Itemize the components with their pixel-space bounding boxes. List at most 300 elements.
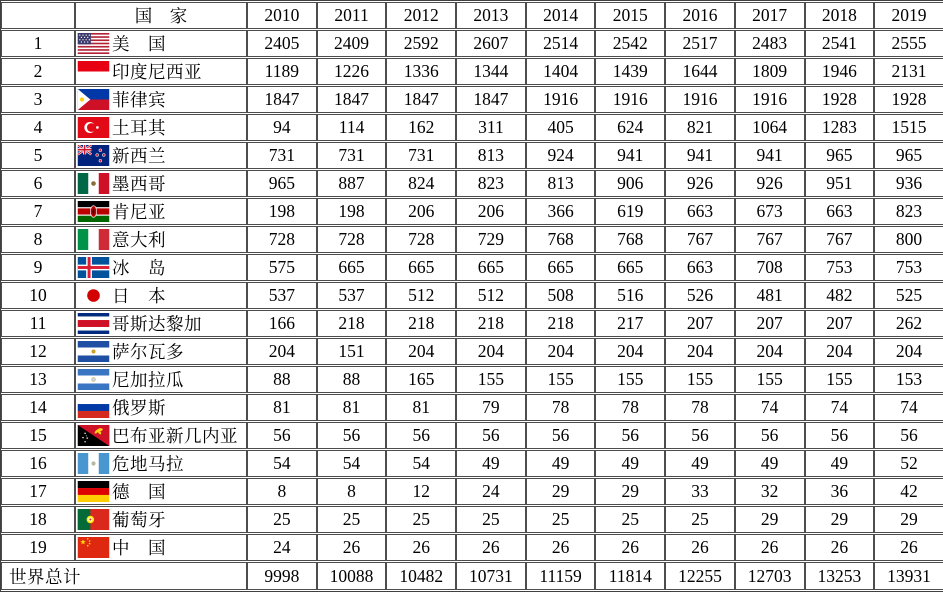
value-cell: 924 bbox=[526, 142, 596, 169]
value-cell: 663 bbox=[665, 198, 735, 225]
value-cell: 516 bbox=[595, 282, 665, 309]
value-cell: 624 bbox=[595, 114, 665, 141]
table-row bbox=[1, 142, 943, 169]
table-row bbox=[1, 534, 943, 561]
header-rank bbox=[1, 2, 75, 29]
country-name: 墨西哥 bbox=[112, 174, 166, 194]
value-cell: 1847 bbox=[317, 86, 387, 113]
country-name: 德 国 bbox=[112, 482, 166, 502]
table-row bbox=[1, 394, 943, 421]
rank-cell: 15 bbox=[1, 422, 75, 449]
value-cell: 24 bbox=[247, 534, 317, 561]
value-cell: 800 bbox=[874, 226, 943, 253]
rank-cell: 3 bbox=[1, 86, 75, 113]
country-name: 葡萄牙 bbox=[112, 510, 166, 530]
value-cell: 165 bbox=[386, 366, 456, 393]
rank-cell: 18 bbox=[1, 506, 75, 533]
value-cell: 1847 bbox=[386, 86, 456, 113]
value-cell: 1064 bbox=[735, 114, 805, 141]
value-cell: 29 bbox=[526, 478, 596, 505]
total-value-cell: 10088 bbox=[317, 562, 387, 590]
value-cell: 1916 bbox=[735, 86, 805, 113]
value-cell: 155 bbox=[665, 366, 735, 393]
value-cell: 2131 bbox=[874, 58, 943, 85]
value-cell: 25 bbox=[526, 506, 596, 533]
header-year-2016: 2016 bbox=[665, 2, 735, 29]
value-cell: 198 bbox=[247, 198, 317, 225]
value-cell: 29 bbox=[735, 506, 805, 533]
value-cell: 508 bbox=[526, 282, 596, 309]
value-cell: 728 bbox=[386, 226, 456, 253]
value-cell: 204 bbox=[805, 338, 875, 365]
country-cell bbox=[75, 450, 247, 477]
pt-flag-icon bbox=[77, 509, 110, 530]
rank-cell: 6 bbox=[1, 170, 75, 197]
rank-cell: 19 bbox=[1, 534, 75, 561]
value-cell: 52 bbox=[874, 450, 943, 477]
table-row bbox=[1, 58, 943, 85]
mx-flag-icon bbox=[77, 173, 110, 194]
value-cell: 708 bbox=[735, 254, 805, 281]
value-cell: 33 bbox=[665, 478, 735, 505]
country-cell bbox=[75, 394, 247, 421]
country-name: 菲律宾 bbox=[112, 90, 166, 110]
value-cell: 25 bbox=[595, 506, 665, 533]
value-cell: 673 bbox=[735, 198, 805, 225]
value-cell: 1336 bbox=[386, 58, 456, 85]
country-name: 冰 岛 bbox=[112, 258, 166, 278]
value-cell: 74 bbox=[874, 394, 943, 421]
value-cell: 155 bbox=[805, 366, 875, 393]
value-cell: 42 bbox=[874, 478, 943, 505]
table-row bbox=[1, 86, 943, 113]
value-cell: 207 bbox=[665, 310, 735, 337]
value-cell: 207 bbox=[805, 310, 875, 337]
table-row bbox=[1, 506, 943, 533]
value-cell: 218 bbox=[526, 310, 596, 337]
ru-flag-icon bbox=[77, 397, 110, 418]
value-cell: 821 bbox=[665, 114, 735, 141]
rank-cell: 14 bbox=[1, 394, 75, 421]
value-cell: 2514 bbox=[526, 30, 596, 57]
value-cell: 2405 bbox=[247, 30, 317, 57]
value-cell: 926 bbox=[665, 170, 735, 197]
header-year-2013: 2013 bbox=[456, 2, 526, 29]
value-cell: 56 bbox=[735, 422, 805, 449]
value-cell: 49 bbox=[595, 450, 665, 477]
table-row bbox=[1, 30, 943, 57]
value-cell: 1916 bbox=[526, 86, 596, 113]
value-cell: 79 bbox=[456, 394, 526, 421]
value-cell: 56 bbox=[874, 422, 943, 449]
jp-flag-icon bbox=[77, 285, 110, 306]
rank-cell: 13 bbox=[1, 366, 75, 393]
value-cell: 25 bbox=[456, 506, 526, 533]
value-cell: 204 bbox=[386, 338, 456, 365]
cr-flag-icon bbox=[77, 313, 110, 334]
rank-cell: 7 bbox=[1, 198, 75, 225]
value-cell: 1439 bbox=[595, 58, 665, 85]
country-cell bbox=[75, 534, 247, 561]
value-cell: 78 bbox=[595, 394, 665, 421]
value-cell: 731 bbox=[386, 142, 456, 169]
value-cell: 81 bbox=[247, 394, 317, 421]
rank-cell: 11 bbox=[1, 310, 75, 337]
value-cell: 217 bbox=[595, 310, 665, 337]
value-cell: 56 bbox=[456, 422, 526, 449]
value-cell: 49 bbox=[456, 450, 526, 477]
value-cell: 729 bbox=[456, 226, 526, 253]
value-cell: 204 bbox=[595, 338, 665, 365]
country-cell bbox=[75, 506, 247, 533]
value-cell: 941 bbox=[595, 142, 665, 169]
value-cell: 1644 bbox=[665, 58, 735, 85]
value-cell: 728 bbox=[317, 226, 387, 253]
value-cell: 1928 bbox=[874, 86, 943, 113]
value-cell: 26 bbox=[735, 534, 805, 561]
it-flag-icon bbox=[77, 229, 110, 250]
value-cell: 926 bbox=[735, 170, 805, 197]
value-cell: 619 bbox=[595, 198, 665, 225]
table-row bbox=[1, 226, 943, 253]
total-label: 世界总计 bbox=[1, 562, 247, 590]
table-row bbox=[1, 310, 943, 337]
country-name: 土耳其 bbox=[112, 118, 166, 138]
value-cell: 218 bbox=[317, 310, 387, 337]
value-cell: 512 bbox=[456, 282, 526, 309]
value-cell: 767 bbox=[735, 226, 805, 253]
total-value-cell: 10482 bbox=[386, 562, 456, 590]
value-cell: 56 bbox=[247, 422, 317, 449]
rank-cell: 16 bbox=[1, 450, 75, 477]
total-value-cell: 13931 bbox=[874, 562, 943, 590]
value-cell: 24 bbox=[456, 478, 526, 505]
value-cell: 665 bbox=[526, 254, 596, 281]
value-cell: 26 bbox=[386, 534, 456, 561]
value-cell: 665 bbox=[386, 254, 456, 281]
value-cell: 54 bbox=[386, 450, 456, 477]
value-cell: 2517 bbox=[665, 30, 735, 57]
value-cell: 2409 bbox=[317, 30, 387, 57]
value-cell: 153 bbox=[874, 366, 943, 393]
rank-cell: 17 bbox=[1, 478, 75, 505]
value-cell: 54 bbox=[317, 450, 387, 477]
total-value-cell: 11159 bbox=[526, 562, 596, 590]
table-row bbox=[1, 282, 943, 309]
value-cell: 26 bbox=[526, 534, 596, 561]
value-cell: 56 bbox=[805, 422, 875, 449]
tr-flag-icon bbox=[77, 117, 110, 138]
value-cell: 311 bbox=[456, 114, 526, 141]
value-cell: 204 bbox=[665, 338, 735, 365]
value-cell: 1916 bbox=[665, 86, 735, 113]
country-cell bbox=[75, 254, 247, 281]
rank-cell: 12 bbox=[1, 338, 75, 365]
country-cell bbox=[75, 338, 247, 365]
value-cell: 25 bbox=[247, 506, 317, 533]
value-cell: 155 bbox=[456, 366, 526, 393]
value-cell: 2592 bbox=[386, 30, 456, 57]
value-cell: 906 bbox=[595, 170, 665, 197]
value-cell: 74 bbox=[805, 394, 875, 421]
country-cell bbox=[75, 226, 247, 253]
value-cell: 965 bbox=[874, 142, 943, 169]
value-cell: 2542 bbox=[595, 30, 665, 57]
value-cell: 665 bbox=[595, 254, 665, 281]
rank-cell: 2 bbox=[1, 58, 75, 85]
country-cell bbox=[75, 310, 247, 337]
value-cell: 824 bbox=[386, 170, 456, 197]
value-cell: 665 bbox=[456, 254, 526, 281]
total-value-cell: 11814 bbox=[595, 562, 665, 590]
country-name: 哥斯达黎加 bbox=[112, 314, 202, 334]
value-cell: 166 bbox=[247, 310, 317, 337]
value-cell: 1928 bbox=[805, 86, 875, 113]
value-cell: 25 bbox=[665, 506, 735, 533]
value-cell: 218 bbox=[456, 310, 526, 337]
value-cell: 218 bbox=[386, 310, 456, 337]
table-row bbox=[1, 114, 943, 141]
pg-flag-icon bbox=[77, 425, 110, 446]
value-cell: 81 bbox=[386, 394, 456, 421]
country-cell bbox=[75, 30, 247, 57]
value-cell: 155 bbox=[526, 366, 596, 393]
header-year-2014: 2014 bbox=[526, 2, 596, 29]
value-cell: 262 bbox=[874, 310, 943, 337]
country-name: 美 国 bbox=[112, 34, 166, 54]
value-cell: 728 bbox=[247, 226, 317, 253]
value-cell: 512 bbox=[386, 282, 456, 309]
value-cell: 49 bbox=[735, 450, 805, 477]
country-name: 肯尼亚 bbox=[112, 202, 166, 222]
country-cell bbox=[75, 366, 247, 393]
is-flag-icon bbox=[77, 257, 110, 278]
total-value-cell: 12255 bbox=[665, 562, 735, 590]
header-year-2011: 2011 bbox=[317, 2, 387, 29]
value-cell: 1847 bbox=[456, 86, 526, 113]
rank-cell: 5 bbox=[1, 142, 75, 169]
country-name: 尼加拉瓜 bbox=[112, 370, 184, 390]
rank-cell: 8 bbox=[1, 226, 75, 253]
value-cell: 1189 bbox=[247, 58, 317, 85]
value-cell: 767 bbox=[805, 226, 875, 253]
header-year-2010: 2010 bbox=[247, 2, 317, 29]
country-cell bbox=[75, 86, 247, 113]
value-cell: 941 bbox=[665, 142, 735, 169]
value-cell: 8 bbox=[247, 478, 317, 505]
value-cell: 1404 bbox=[526, 58, 596, 85]
rank-cell: 4 bbox=[1, 114, 75, 141]
value-cell: 206 bbox=[386, 198, 456, 225]
total-value-cell: 13253 bbox=[805, 562, 875, 590]
value-cell: 29 bbox=[805, 506, 875, 533]
value-cell: 198 bbox=[317, 198, 387, 225]
table-row bbox=[1, 338, 943, 365]
value-cell: 49 bbox=[665, 450, 735, 477]
value-cell: 1283 bbox=[805, 114, 875, 141]
value-cell: 29 bbox=[595, 478, 665, 505]
ke-flag-icon bbox=[77, 201, 110, 222]
table-row bbox=[1, 422, 943, 449]
value-cell: 26 bbox=[874, 534, 943, 561]
country-cell bbox=[75, 478, 247, 505]
value-cell: 56 bbox=[526, 422, 596, 449]
value-cell: 12 bbox=[386, 478, 456, 505]
value-cell: 2483 bbox=[735, 30, 805, 57]
value-cell: 965 bbox=[805, 142, 875, 169]
value-cell: 26 bbox=[317, 534, 387, 561]
value-cell: 525 bbox=[874, 282, 943, 309]
value-cell: 26 bbox=[456, 534, 526, 561]
table-row bbox=[1, 478, 943, 505]
table-row bbox=[1, 198, 943, 225]
country-cell bbox=[75, 198, 247, 225]
value-cell: 1515 bbox=[874, 114, 943, 141]
value-cell: 575 bbox=[247, 254, 317, 281]
value-cell: 204 bbox=[526, 338, 596, 365]
country-name: 巴布亚新几内亚 bbox=[112, 426, 238, 446]
country-cell bbox=[75, 142, 247, 169]
country-name: 印度尼西亚 bbox=[112, 62, 202, 82]
table-row bbox=[1, 254, 943, 281]
table-row bbox=[1, 366, 943, 393]
header-year-2019: 2019 bbox=[874, 2, 943, 29]
value-cell: 155 bbox=[595, 366, 665, 393]
value-cell: 731 bbox=[317, 142, 387, 169]
value-cell: 951 bbox=[805, 170, 875, 197]
value-cell: 29 bbox=[874, 506, 943, 533]
country-name: 危地马拉 bbox=[112, 454, 184, 474]
value-cell: 94 bbox=[247, 114, 317, 141]
value-cell: 663 bbox=[805, 198, 875, 225]
value-cell: 78 bbox=[526, 394, 596, 421]
value-cell: 1344 bbox=[456, 58, 526, 85]
value-cell: 204 bbox=[247, 338, 317, 365]
value-cell: 936 bbox=[874, 170, 943, 197]
value-cell: 49 bbox=[526, 450, 596, 477]
country-name: 中 国 bbox=[112, 538, 166, 558]
header-row bbox=[1, 2, 943, 29]
value-cell: 768 bbox=[595, 226, 665, 253]
country-cell bbox=[75, 422, 247, 449]
header-country: 国 家 bbox=[75, 2, 247, 29]
value-cell: 1847 bbox=[247, 86, 317, 113]
value-cell: 26 bbox=[805, 534, 875, 561]
value-cell: 151 bbox=[317, 338, 387, 365]
value-cell: 8 bbox=[317, 478, 387, 505]
value-cell: 941 bbox=[735, 142, 805, 169]
sv-flag-icon bbox=[77, 341, 110, 362]
value-cell: 26 bbox=[595, 534, 665, 561]
value-cell: 206 bbox=[456, 198, 526, 225]
value-cell: 753 bbox=[805, 254, 875, 281]
value-cell: 56 bbox=[665, 422, 735, 449]
value-cell: 74 bbox=[735, 394, 805, 421]
value-cell: 482 bbox=[805, 282, 875, 309]
value-cell: 56 bbox=[386, 422, 456, 449]
total-value-cell: 10731 bbox=[456, 562, 526, 590]
value-cell: 25 bbox=[317, 506, 387, 533]
value-cell: 155 bbox=[735, 366, 805, 393]
ni-flag-icon bbox=[77, 369, 110, 390]
value-cell: 1226 bbox=[317, 58, 387, 85]
value-cell: 207 bbox=[735, 310, 805, 337]
header-year-2018: 2018 bbox=[805, 2, 875, 29]
value-cell: 25 bbox=[386, 506, 456, 533]
value-cell: 88 bbox=[317, 366, 387, 393]
value-cell: 823 bbox=[456, 170, 526, 197]
country-cell bbox=[75, 282, 247, 309]
country-cell bbox=[75, 170, 247, 197]
country-name: 俄罗斯 bbox=[112, 398, 166, 418]
nz-flag-icon bbox=[77, 145, 110, 166]
value-cell: 481 bbox=[735, 282, 805, 309]
de-flag-icon bbox=[77, 481, 110, 502]
value-cell: 1916 bbox=[595, 86, 665, 113]
country-name: 新西兰 bbox=[112, 146, 166, 166]
id-flag-icon bbox=[77, 61, 110, 82]
value-cell: 78 bbox=[665, 394, 735, 421]
value-cell: 1946 bbox=[805, 58, 875, 85]
total-row bbox=[1, 562, 943, 590]
value-cell: 813 bbox=[526, 170, 596, 197]
country-name: 萨尔瓦多 bbox=[112, 342, 184, 362]
value-cell: 768 bbox=[526, 226, 596, 253]
value-cell: 88 bbox=[247, 366, 317, 393]
value-cell: 36 bbox=[805, 478, 875, 505]
total-value-cell: 12703 bbox=[735, 562, 805, 590]
value-cell: 56 bbox=[595, 422, 665, 449]
value-cell: 537 bbox=[247, 282, 317, 309]
country-name: 日 本 bbox=[112, 286, 166, 306]
value-cell: 663 bbox=[665, 254, 735, 281]
country-cell bbox=[75, 58, 247, 85]
total-value-cell: 9998 bbox=[247, 562, 317, 590]
table-row bbox=[1, 170, 943, 197]
value-cell: 887 bbox=[317, 170, 387, 197]
value-cell: 49 bbox=[805, 450, 875, 477]
value-cell: 114 bbox=[317, 114, 387, 141]
value-cell: 2541 bbox=[805, 30, 875, 57]
value-cell: 81 bbox=[317, 394, 387, 421]
value-cell: 204 bbox=[874, 338, 943, 365]
value-cell: 813 bbox=[456, 142, 526, 169]
value-cell: 204 bbox=[735, 338, 805, 365]
value-cell: 1809 bbox=[735, 58, 805, 85]
value-cell: 405 bbox=[526, 114, 596, 141]
rank-cell: 1 bbox=[1, 30, 75, 57]
value-cell: 665 bbox=[317, 254, 387, 281]
rank-cell: 9 bbox=[1, 254, 75, 281]
gt-flag-icon bbox=[77, 453, 110, 474]
rank-cell: 10 bbox=[1, 282, 75, 309]
value-cell: 54 bbox=[247, 450, 317, 477]
ph-flag-icon bbox=[77, 89, 110, 110]
country-cell bbox=[75, 114, 247, 141]
value-cell: 823 bbox=[874, 198, 943, 225]
table-row bbox=[1, 450, 943, 477]
value-cell: 2555 bbox=[874, 30, 943, 57]
value-cell: 526 bbox=[665, 282, 735, 309]
value-cell: 537 bbox=[317, 282, 387, 309]
value-cell: 731 bbox=[247, 142, 317, 169]
value-cell: 56 bbox=[317, 422, 387, 449]
cn-flag-icon bbox=[77, 537, 110, 558]
us-flag-icon bbox=[77, 33, 110, 54]
value-cell: 965 bbox=[247, 170, 317, 197]
value-cell: 767 bbox=[665, 226, 735, 253]
value-cell: 753 bbox=[874, 254, 943, 281]
